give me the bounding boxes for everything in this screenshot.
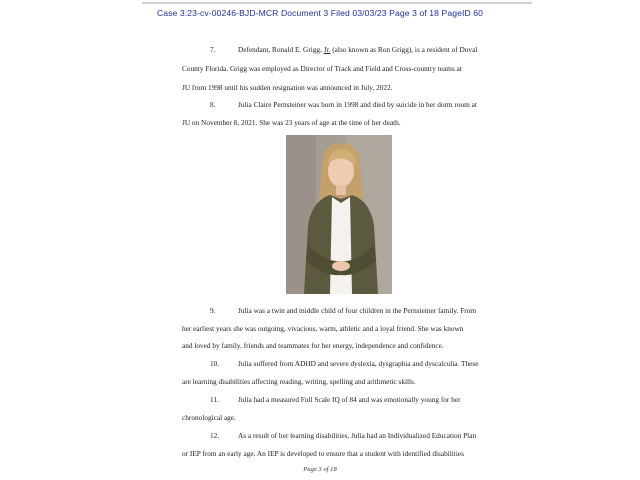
page-top-border xyxy=(142,2,532,4)
paragraph-9-line-3: and loved by family, friends and teammates for her energy, independence and confidence. xyxy=(182,341,444,350)
paragraph-number: 9. xyxy=(210,306,216,315)
paragraph-7-line-3: JU from 1998 until his sudden resignation was announced in July, 2022. xyxy=(182,83,393,92)
case-header: Case 3:23-cv-00246-BJD-MCR Document 3 Filed 03/03/23 Page 3 of 18 PageID 60 xyxy=(156,8,484,18)
portrait-photo xyxy=(286,135,392,294)
paragraph-10-line-2: are learning disabilities affecting reading, writing, spelling and arithmetic skills. xyxy=(182,377,416,386)
paragraph-9-line-2: her earliest years she was outgoing, vivacious, warm, athletic and a loyal friend. She was known xyxy=(182,324,464,333)
paragraph-8-line-2: JU on November 8, 2021. She was 23 years of age at the time of her death. xyxy=(182,118,401,127)
paragraph-12-line-1: 12. As a result of her learning disabilities, Julia had an Individualized Education Plan xyxy=(210,431,477,440)
paragraph-10-line-1: 10. Julia suffered from ADHD and severe dyslexia, dysgraphia and dyscalculia. These xyxy=(210,359,479,368)
paragraph-number: 11. xyxy=(210,395,219,404)
paragraph-11-line-1: 11. Julia had a measured Full Scale IQ of 84 and was emotionally young for her xyxy=(210,395,461,404)
paragraph-8-line-1: 8. Julia Claire Pernsteiner was born in 1998 and died by suicide in her dorm room at xyxy=(210,100,477,109)
paragraph-11-line-2: chronological age. xyxy=(182,413,236,422)
portrait-illustration xyxy=(286,135,392,294)
paragraph-7-line-1: 7. Defendant, Ronald E. Grigg, Jr. (also known as Ron Grigg), is a resident of Duval xyxy=(210,45,478,54)
paragraph-number: 8. xyxy=(210,100,216,109)
page-footer: Page 3 of 18 xyxy=(303,466,337,473)
paragraph-number: 10. xyxy=(210,359,220,368)
paragraph-9-line-1: 9. Julia was a twin and middle child of four children in the Pernsteiner family. From xyxy=(210,306,477,315)
paragraph-12-line-2: or IEP from an early age. An IEP is developed to ensure that a student with identified disabilities xyxy=(182,449,464,458)
paragraph-7-line-2: County Florida. Grigg was employed as Director of Track and Field and Cross-country teams at xyxy=(182,64,462,73)
underlined-text: Jr. xyxy=(323,45,331,54)
paragraph-number: 12. xyxy=(210,431,220,440)
paragraph-number: 7. xyxy=(210,45,216,54)
